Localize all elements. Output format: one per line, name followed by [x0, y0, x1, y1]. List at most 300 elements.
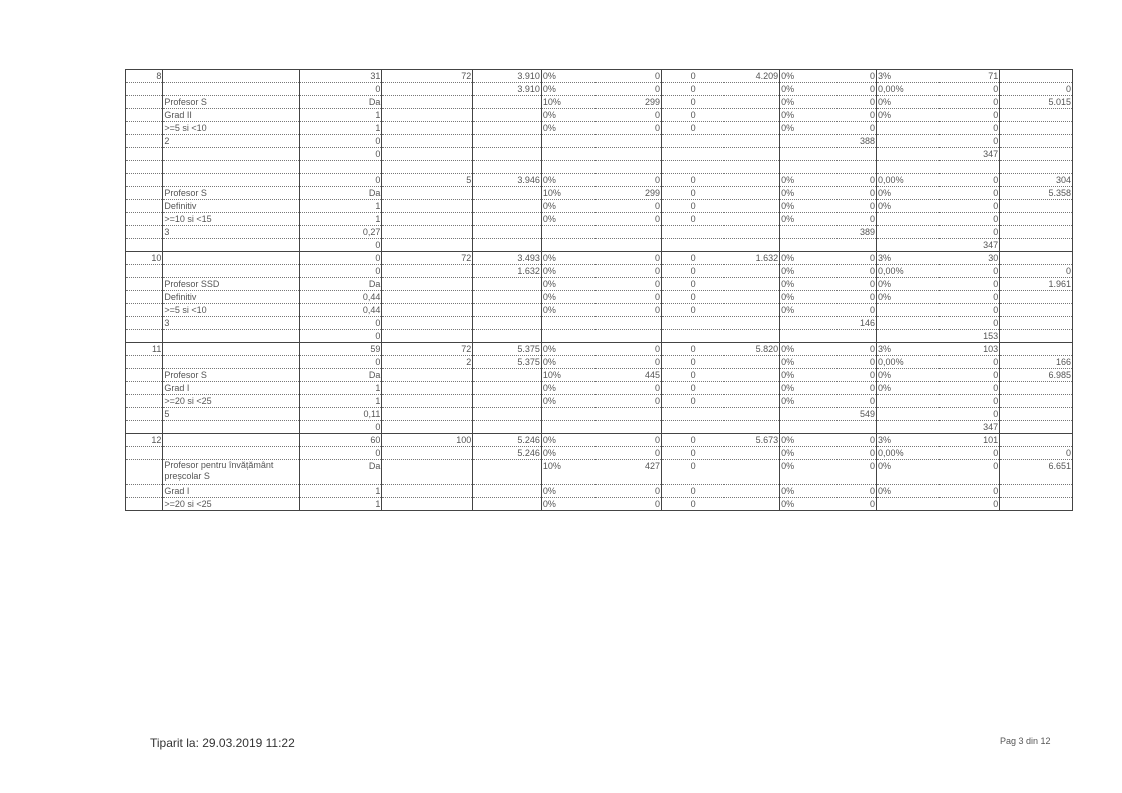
table-cell — [724, 498, 780, 511]
table-cell — [877, 395, 940, 408]
table-cell: 10% — [541, 187, 595, 200]
table-cell — [541, 317, 595, 330]
table-cell — [163, 239, 299, 252]
table-cell — [724, 148, 780, 161]
table-cell: 0 — [1000, 447, 1073, 460]
table-cell: 0% — [541, 485, 595, 498]
table-cell: 0 — [662, 343, 725, 356]
table-cell: 0 — [662, 291, 725, 304]
table-cell — [595, 135, 662, 148]
table-cell — [1000, 291, 1073, 304]
table-cell: 3.910 — [473, 70, 542, 83]
table-cell: 0 — [299, 317, 382, 330]
table-cell: 0 — [837, 498, 876, 511]
table-cell — [473, 421, 542, 434]
table-cell: 0 — [299, 421, 382, 434]
table-cell — [877, 148, 940, 161]
table-cell: 0 — [939, 317, 1000, 330]
table-cell — [541, 239, 595, 252]
table-cell: 5.246 — [473, 447, 542, 460]
table-cell — [780, 239, 838, 252]
table-cell: 1 — [299, 382, 382, 395]
table-cell: Da — [299, 187, 382, 200]
table-cell: 0 — [939, 382, 1000, 395]
table-cell: 0% — [780, 265, 838, 278]
table-cell — [1000, 421, 1073, 434]
table-cell: 1.961 — [1000, 278, 1073, 291]
table-cell — [595, 317, 662, 330]
table-body — [126, 70, 1073, 511]
table-cell: 153 — [939, 330, 1000, 343]
table-cell — [382, 485, 473, 498]
table-cell: >=10 si <15 — [163, 213, 299, 226]
table-cell — [126, 109, 163, 122]
table-cell: 347 — [939, 421, 1000, 434]
table-cell — [163, 252, 299, 265]
table-row — [126, 356, 1073, 369]
table-cell — [662, 330, 725, 343]
table-cell: 0% — [877, 460, 940, 485]
table-cell — [837, 330, 876, 343]
table-cell — [473, 161, 542, 174]
table-cell: 0 — [939, 226, 1000, 239]
table-cell — [126, 330, 163, 343]
table-cell: 3 — [163, 226, 299, 239]
table-cell: 0 — [939, 369, 1000, 382]
table-cell: 0% — [780, 83, 838, 96]
table-cell — [473, 291, 542, 304]
table-cell — [837, 239, 876, 252]
table-cell: 5 — [163, 408, 299, 421]
table-cell — [126, 485, 163, 498]
table-cell: 0% — [780, 382, 838, 395]
table-row — [126, 226, 1073, 239]
table-cell: 72 — [382, 70, 473, 83]
table-cell — [595, 148, 662, 161]
table-cell — [382, 213, 473, 226]
table-cell — [126, 135, 163, 148]
table-cell: 0 — [939, 265, 1000, 278]
table-cell — [1000, 498, 1073, 511]
table-cell: 0% — [541, 304, 595, 317]
table-cell — [126, 161, 163, 174]
table-cell: 0,44 — [299, 291, 382, 304]
table-cell: 0% — [780, 109, 838, 122]
table-cell: 0 — [837, 122, 876, 135]
table-cell: Grad I — [163, 382, 299, 395]
table-cell: 0 — [595, 304, 662, 317]
table-cell: Da — [299, 460, 382, 485]
table-cell — [382, 369, 473, 382]
table-cell: 347 — [939, 239, 1000, 252]
table-row — [126, 265, 1073, 278]
table-cell — [780, 161, 838, 174]
table-cell — [382, 408, 473, 421]
table-cell: Profesor S — [163, 187, 299, 200]
table-cell — [877, 421, 940, 434]
table-cell — [724, 278, 780, 291]
table-cell: 0 — [662, 460, 725, 485]
table-cell: 0 — [662, 187, 725, 200]
table-row — [126, 408, 1073, 421]
table-cell: 0 — [939, 304, 1000, 317]
table-cell: 0% — [541, 83, 595, 96]
table-cell: 5.358 — [1000, 187, 1073, 200]
table-cell: 0 — [939, 122, 1000, 135]
table-cell — [939, 161, 1000, 174]
table-cell: 103 — [939, 343, 1000, 356]
table-row — [126, 485, 1073, 498]
table-row — [126, 122, 1073, 135]
table-cell — [163, 330, 299, 343]
table-cell — [877, 317, 940, 330]
table-cell: 0% — [780, 369, 838, 382]
table-cell: 0 — [939, 83, 1000, 96]
table-cell: 347 — [939, 148, 1000, 161]
table-cell: 0% — [877, 187, 940, 200]
table-cell — [837, 148, 876, 161]
table-cell — [126, 356, 163, 369]
table-cell — [541, 421, 595, 434]
table-cell: 0% — [541, 395, 595, 408]
table-cell: 0% — [877, 96, 940, 109]
table-cell: 0 — [595, 356, 662, 369]
table-cell — [163, 421, 299, 434]
table-row — [126, 174, 1073, 187]
table-cell: 0 — [299, 239, 382, 252]
table-cell: 0 — [662, 434, 725, 447]
table-cell: 0 — [299, 174, 382, 187]
table-cell — [382, 278, 473, 291]
table-cell: 3.493 — [473, 252, 542, 265]
table-cell: 1 — [299, 200, 382, 213]
table-cell — [877, 135, 940, 148]
table-cell — [724, 109, 780, 122]
table-row — [126, 330, 1073, 343]
table-cell — [1000, 239, 1073, 252]
table-cell — [163, 343, 299, 356]
table-cell — [724, 317, 780, 330]
table-cell: 1 — [299, 498, 382, 511]
table-cell: 0 — [299, 265, 382, 278]
table-cell: 427 — [595, 460, 662, 485]
table-cell: 0,00% — [877, 265, 940, 278]
table-cell — [382, 382, 473, 395]
table-cell — [1000, 434, 1073, 447]
table-cell: >=5 si <10 — [163, 122, 299, 135]
table-cell: 0% — [877, 109, 940, 122]
table-row — [126, 317, 1073, 330]
table-cell — [1000, 395, 1073, 408]
table-cell — [724, 213, 780, 226]
table-cell: 0 — [939, 408, 1000, 421]
table-cell: 0% — [877, 382, 940, 395]
table-cell: 0 — [939, 174, 1000, 187]
table-cell: 0 — [595, 434, 662, 447]
table-cell — [877, 122, 940, 135]
table-cell: 0 — [662, 278, 725, 291]
table-cell — [877, 161, 940, 174]
table-cell: 2 — [163, 135, 299, 148]
table-cell — [780, 148, 838, 161]
table-cell: 5.015 — [1000, 96, 1073, 109]
table-cell: 0% — [780, 356, 838, 369]
table-cell: 0% — [780, 395, 838, 408]
table-cell — [780, 408, 838, 421]
table-cell: 0 — [939, 213, 1000, 226]
table-cell: 0 — [299, 252, 382, 265]
table-row — [126, 343, 1073, 356]
table-cell — [382, 395, 473, 408]
table-cell: 5.375 — [473, 356, 542, 369]
table-cell: 0 — [837, 200, 876, 213]
table-cell: 0 — [939, 96, 1000, 109]
table-cell — [1000, 252, 1073, 265]
table-cell: 0 — [662, 265, 725, 278]
table-cell: 0 — [662, 122, 725, 135]
table-cell: 0 — [837, 109, 876, 122]
table-cell — [382, 498, 473, 511]
table-cell: 0% — [541, 70, 595, 83]
table-cell — [724, 330, 780, 343]
table-cell: 0 — [662, 109, 725, 122]
table-cell: 59 — [299, 343, 382, 356]
table-cell — [163, 161, 299, 174]
table-cell — [126, 148, 163, 161]
table-cell — [662, 239, 725, 252]
table-cell: 10% — [541, 96, 595, 109]
table-cell: 0 — [837, 96, 876, 109]
table-cell: 1 — [299, 213, 382, 226]
table-cell — [126, 408, 163, 421]
table-cell: 0 — [939, 200, 1000, 213]
table-cell: 445 — [595, 369, 662, 382]
table-cell — [473, 278, 542, 291]
table-cell — [541, 226, 595, 239]
table-cell — [1000, 161, 1073, 174]
table-cell — [595, 421, 662, 434]
table-cell — [126, 96, 163, 109]
table-cell: 0,00% — [877, 174, 940, 187]
table-cell — [126, 369, 163, 382]
table-row — [126, 83, 1073, 96]
table-cell — [382, 187, 473, 200]
table-cell: 0% — [541, 343, 595, 356]
table-cell: 0% — [877, 278, 940, 291]
table-cell: 0 — [837, 447, 876, 460]
table-cell: 0% — [541, 109, 595, 122]
page-number: Pag 3 din 12 — [1000, 736, 1051, 746]
table-cell: 0 — [595, 83, 662, 96]
table-cell — [126, 187, 163, 200]
table-cell: 0 — [595, 70, 662, 83]
table-cell: 0 — [662, 83, 725, 96]
table-cell — [473, 122, 542, 135]
table-cell: 0 — [837, 70, 876, 83]
table-cell: 5.246 — [473, 434, 542, 447]
table-cell: 0 — [595, 109, 662, 122]
table-cell — [877, 304, 940, 317]
table-cell — [724, 356, 780, 369]
table-cell: 12 — [126, 434, 163, 447]
table-cell: 1 — [299, 395, 382, 408]
table-cell — [473, 317, 542, 330]
table-cell — [1000, 109, 1073, 122]
table-cell: 0,27 — [299, 226, 382, 239]
table-cell: 0,44 — [299, 304, 382, 317]
table-cell: 0 — [662, 395, 725, 408]
table-cell: 388 — [837, 135, 876, 148]
table-cell — [1000, 304, 1073, 317]
table-cell: 0% — [541, 265, 595, 278]
table-cell: 0,00% — [877, 83, 940, 96]
table-cell — [724, 369, 780, 382]
table-cell — [877, 408, 940, 421]
table-cell: 0 — [595, 485, 662, 498]
table-cell: 72 — [382, 343, 473, 356]
table-row — [126, 382, 1073, 395]
table-cell: 5.673 — [724, 434, 780, 447]
table-cell — [780, 135, 838, 148]
table-cell: 0 — [662, 485, 725, 498]
table-cell — [1000, 330, 1073, 343]
table-cell: 0 — [837, 304, 876, 317]
table-cell: 101 — [939, 434, 1000, 447]
table-cell — [595, 330, 662, 343]
table-cell — [382, 109, 473, 122]
table-cell: 0 — [662, 70, 725, 83]
table-cell: Definitiv — [163, 291, 299, 304]
table-cell — [126, 122, 163, 135]
table-cell: 10% — [541, 460, 595, 485]
table-cell — [1000, 213, 1073, 226]
table-cell: 0 — [595, 174, 662, 187]
table-cell — [382, 447, 473, 460]
table-cell — [724, 226, 780, 239]
table-cell — [877, 330, 940, 343]
table-cell: 0% — [541, 434, 595, 447]
table-cell: 146 — [837, 317, 876, 330]
table-cell: 0 — [837, 252, 876, 265]
table-cell — [724, 460, 780, 485]
table-cell: 10% — [541, 369, 595, 382]
table-cell: 0% — [541, 447, 595, 460]
table-cell: 0% — [780, 174, 838, 187]
table-cell — [382, 83, 473, 96]
table-cell: 0% — [780, 187, 838, 200]
table-cell: 0 — [662, 356, 725, 369]
table-cell: 0% — [780, 278, 838, 291]
table-cell — [163, 83, 299, 96]
table-cell — [662, 317, 725, 330]
table-row — [126, 135, 1073, 148]
table-cell: 0% — [877, 369, 940, 382]
table-cell — [473, 498, 542, 511]
table-cell: 0 — [595, 343, 662, 356]
table-cell — [382, 135, 473, 148]
table-cell: 0 — [939, 485, 1000, 498]
table-cell — [473, 239, 542, 252]
table-cell — [1000, 70, 1073, 83]
table-cell — [126, 447, 163, 460]
table-cell — [473, 226, 542, 239]
table-cell: 60 — [299, 434, 382, 447]
table-cell: 1 — [299, 122, 382, 135]
table-cell — [595, 239, 662, 252]
table-row — [126, 434, 1073, 447]
table-cell: 0 — [595, 447, 662, 460]
table-cell: 0% — [541, 498, 595, 511]
table-cell: Profesor SSD — [163, 278, 299, 291]
table-cell: 389 — [837, 226, 876, 239]
table-cell: 0 — [662, 213, 725, 226]
table-cell: 0% — [780, 485, 838, 498]
table-cell: Profesor S — [163, 96, 299, 109]
salary-table — [125, 69, 1073, 511]
table-cell — [382, 460, 473, 485]
table-cell: 0% — [541, 356, 595, 369]
table-cell — [724, 382, 780, 395]
table-row — [126, 239, 1073, 252]
table-cell: 71 — [939, 70, 1000, 83]
table-cell: 3.910 — [473, 83, 542, 96]
table-cell: 0% — [780, 70, 838, 83]
table-cell: 0 — [939, 498, 1000, 511]
table-cell: 299 — [595, 96, 662, 109]
table-cell — [382, 122, 473, 135]
table-cell — [126, 421, 163, 434]
table-cell: 0% — [541, 122, 595, 135]
table-cell — [724, 174, 780, 187]
table-cell — [724, 83, 780, 96]
table-cell: 0 — [837, 369, 876, 382]
table-cell — [1000, 122, 1073, 135]
table-cell — [780, 421, 838, 434]
table-cell — [382, 161, 473, 174]
table-cell: 0 — [662, 96, 725, 109]
table-row — [126, 421, 1073, 434]
table-cell — [126, 395, 163, 408]
table-row — [126, 447, 1073, 460]
table-cell — [541, 330, 595, 343]
table-row — [126, 161, 1073, 174]
table-cell — [126, 83, 163, 96]
table-cell — [126, 317, 163, 330]
table-cell: 6.651 — [1000, 460, 1073, 485]
table-cell — [724, 187, 780, 200]
table-cell — [382, 200, 473, 213]
table-cell: 72 — [382, 252, 473, 265]
table-cell: 0 — [939, 356, 1000, 369]
table-cell — [780, 226, 838, 239]
table-cell — [126, 460, 163, 485]
table-row — [126, 148, 1073, 161]
table-cell — [473, 330, 542, 343]
table-cell — [662, 421, 725, 434]
table-cell: 0 — [837, 174, 876, 187]
table-cell: 30 — [939, 252, 1000, 265]
table-cell: Da — [299, 369, 382, 382]
table-cell — [541, 148, 595, 161]
table-cell: 11 — [126, 343, 163, 356]
table-cell — [473, 382, 542, 395]
table-cell: 0% — [780, 343, 838, 356]
table-cell: 0 — [595, 252, 662, 265]
table-cell — [382, 291, 473, 304]
table-cell: 0% — [541, 382, 595, 395]
table-cell — [1000, 408, 1073, 421]
table-cell — [724, 239, 780, 252]
